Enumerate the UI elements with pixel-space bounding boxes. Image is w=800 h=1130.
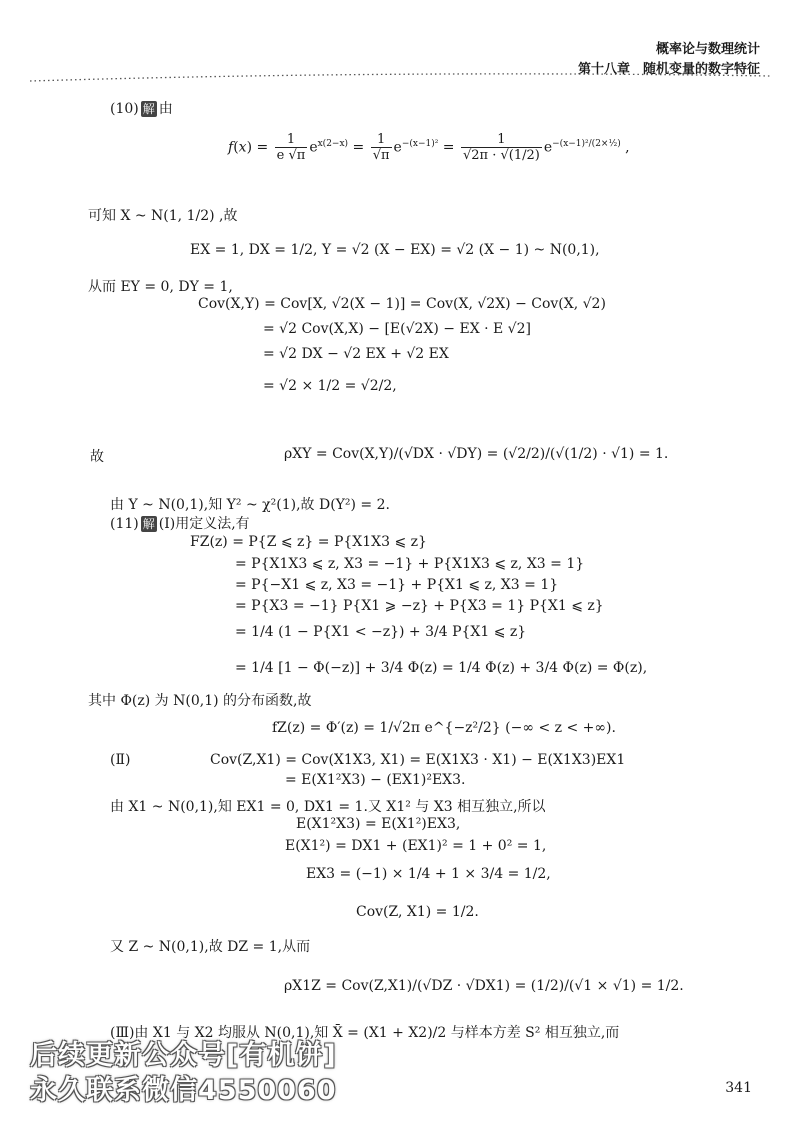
fz-line-5: = 1/4 (1 − P{X1 < −z}) + 3/4 P{X1 ⩽ z} [235, 624, 527, 640]
expectation-line-2: E(X1²) = DX1 + (EX1)² = 1 + 0² = 1, [285, 838, 547, 854]
cov-line-4: = √2 × 1/2 = √2/2, [263, 378, 397, 394]
chapter-title: 第十八章 随机变量的数字特征 [577, 61, 760, 76]
problem-10-heading [110, 98, 173, 118]
part-2-label: (Ⅱ) [110, 752, 131, 768]
expectation-line-3: EX3 = (−1) × 1/4 + 1 × 3/4 = 1/2, [306, 866, 551, 882]
solution-badge-11: 解 [142, 517, 155, 531]
fz-line-1: FZ(z) = P{Z ⩽ z} = P{X1X3 ⩽ z} [190, 534, 427, 550]
watermark-line-2: 永久联系微信4550060 [30, 1075, 337, 1106]
cov-zx1-line-2: = E(X1²X3) − (EX1)²EX3. [285, 772, 466, 788]
line-ey-dy: 从而 EY = 0, DY = 1, [88, 279, 233, 295]
independence-line: 由 X1 ~ N(0,1),知 EX1 = 0, DX1 = 1.又 X1² 与 X3 相互独立,所以 [110, 799, 546, 815]
problem-11-heading [110, 513, 250, 533]
cov-line-3: = √2 DX − √2 EX + √2 EX [263, 346, 449, 362]
dz-line: 又 Z ~ N(0,1),故 DZ = 1,从而 [110, 939, 311, 955]
equation-density-f: f(x) = $\frac{1}{e √\pi}$ $e^{x(2-x)}$ = $\frac{1}{√\pi}$ $e^{-(x-1)^2}$ = $\frac{1}{√2\pi \cdot √(1/2)}$ $e^{-(x-1)^2/(2\times\frac{1}{2})}$ , [228, 132, 630, 163]
therefore-label: 故 [90, 449, 104, 465]
problem-10-label: (10) [110, 101, 139, 117]
expectation-line-1: E(X1²X3) = E(X1²)EX3, [296, 816, 461, 832]
rho-x1z-equation: ρX1Z = Cov(Z,X1)/(√DZ · √DX1) = (1/2)/(√1 × √1) = 1/2. [284, 978, 684, 994]
chi-square-line: 由 Y ~ N(0,1),知 Y² ~ χ²(1),故 D(Y²) = 2. [110, 497, 390, 513]
line-known-distribution: 可知 X ~ N(1, 1/2) ,故 [88, 208, 238, 224]
watermark-line-1: 后续更新公众号[有机饼] [30, 1040, 337, 1071]
fz-line-6: = 1/4 [1 − Φ(−z)] + 3/4 Φ(z) = 1/4 Φ(z) + 3/4 Φ(z) = Φ(z), [235, 660, 648, 676]
book-title: 概率论与数理统计 [655, 41, 760, 56]
page-number: 341 [725, 1080, 752, 1096]
problem-10-intro: 由 [158, 101, 173, 117]
line-ex-dx: EX = 1, DX = 1/2, Y = √2 (X − EX) = √2 (X − 1) ~ N(0,1), [190, 242, 600, 258]
cov-line-1: Cov(X,Y) = Cov[X, √2(X − 1)] = Cov(X, √2X) − Cov(X, √2) [198, 296, 606, 312]
fz-line-2: = P{X1X3 ⩽ z, X3 = −1} + P{X1X3 ⩽ z, X3 = 1} [235, 556, 585, 572]
cov-line-2: = √2 Cov(X,X) − [E(√2X) − EX · E √2] [263, 321, 531, 337]
rho-xy-equation: ρXY = Cov(X,Y)/(√DX · √DY) = (√2/2)/(√(1/2) · √1) = 1. [284, 446, 669, 462]
header-dotted-rule [30, 72, 770, 82]
fz-line-3: = P{−X1 ⩽ z, X3 = −1} + P{X1 ⩽ z, X3 = 1} [235, 577, 559, 593]
cov-zx1-line-1: Cov(Z,X1) = Cov(X1X3, X1) = E(X1X3 · X1) − E(X1X3)EX1 [210, 752, 626, 768]
fz-line-4: = P{X3 = −1} P{X1 ⩾ −z} + P{X3 = 1} P{X1 ⩽ z} [235, 598, 604, 614]
pdf-equation: fZ(z) = Φ′(z) = 1/√2π e^{−z²/2} (−∞ < z < +∞). [272, 720, 616, 736]
part-1-intro: (Ⅰ)用定义法,有 [158, 516, 250, 532]
problem-11-label: (11) [110, 516, 139, 532]
part-3-line: (Ⅲ)由 X1 与 X2 均服从 N(0,1),知 X̄ = (X1 + X2)/2 与样本方差 S² 相互独立,而 [110, 1025, 620, 1041]
cov-result: Cov(Z, X1) = 1/2. [356, 904, 479, 920]
solution-badge: 解 [142, 102, 155, 116]
phi-definition: 其中 Φ(z) 为 N(0,1) 的分布函数,故 [88, 693, 312, 709]
